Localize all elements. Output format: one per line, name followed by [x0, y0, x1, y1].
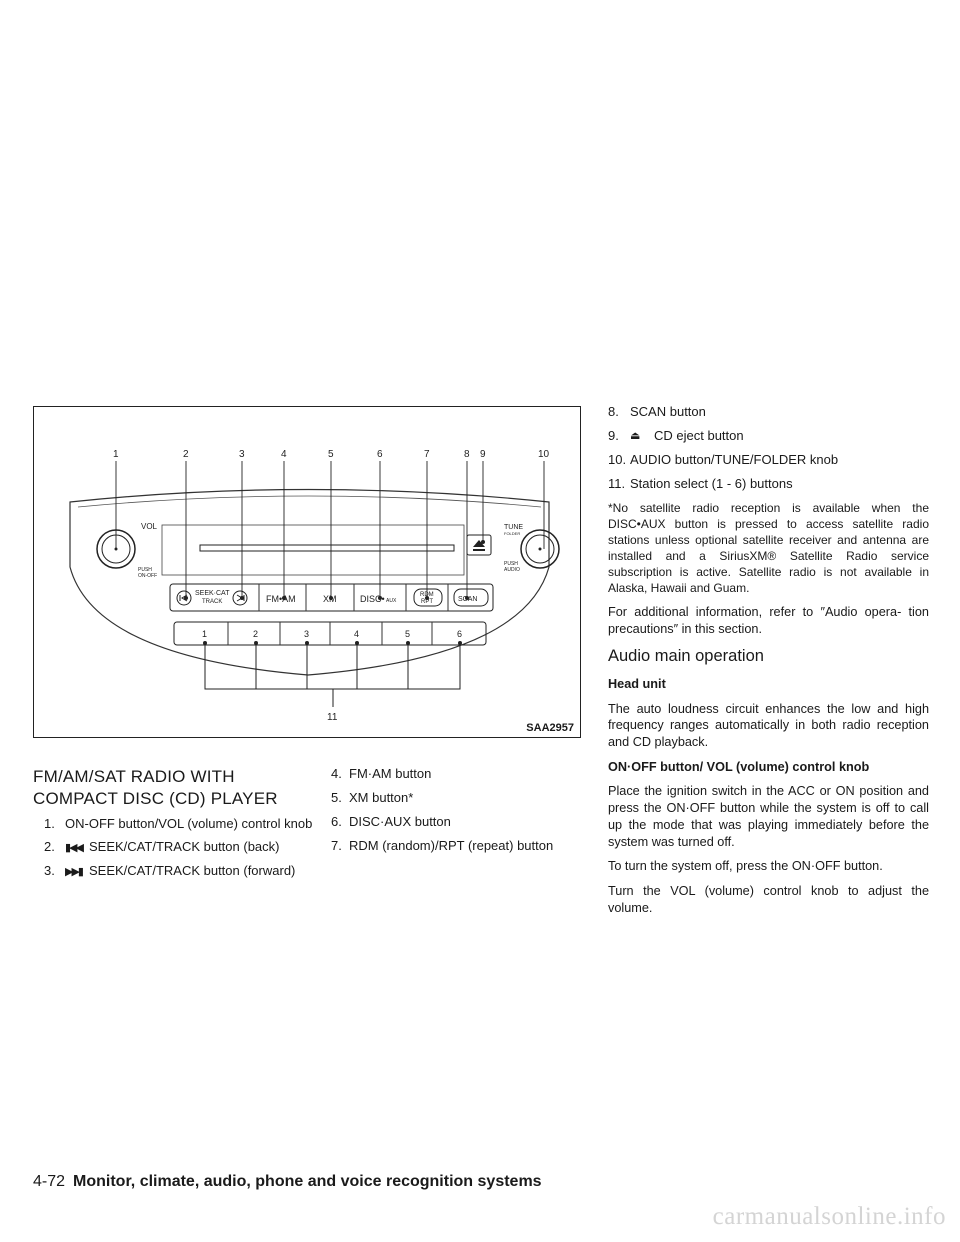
list-item-3	[33, 863, 323, 880]
watermark: carmanualsonline.info	[712, 1203, 946, 1230]
item-number: 11.	[608, 475, 626, 491]
chapter-title: Monitor, climate, audio, phone and voice recognition systems	[73, 1173, 542, 1190]
skip-forward-icon: ▶▶▮	[65, 865, 82, 878]
list-item-9	[608, 428, 929, 445]
loudness-paragraph: The auto loudness circuit enhances the low and high frequency ranges automatically in both radio reception and CD playback.	[608, 701, 929, 750]
section-title-line1: FM/AM/SAT RADIO WITH	[33, 767, 235, 786]
audio-label: AUDIO	[504, 567, 520, 573]
callout-4: 4	[281, 449, 287, 460]
eject-icon: ⏏	[630, 430, 639, 443]
volume-paragraph: Turn the VOL (volume) control knob to adjust the volume.	[608, 884, 929, 915]
list-item-4	[331, 766, 581, 783]
preset-2: 2	[253, 629, 259, 639]
section-title	[33, 766, 323, 810]
item-text: SEEK/CAT/TRACK button (back)	[89, 839, 280, 855]
onoff-heading: ON·OFF button/ VOL (volume) control knob	[608, 759, 870, 774]
head-unit-heading: Head unit	[608, 677, 666, 691]
right-column	[608, 404, 929, 925]
callout-10: 10	[538, 449, 550, 460]
item-number: 9.	[608, 427, 619, 443]
seek-cat-label: SEEK·CAT	[195, 590, 230, 597]
item-text: AUDIO button/TUNE/FOLDER knob	[630, 451, 839, 467]
item-text: RDM (random)/RPT (repeat) button	[349, 837, 554, 853]
ignition-paragraph: Place the ignition switch in the ACC or ON position and press the ON·OFF button while the system is off to call up the mode that was playing immediately before the system was turned off.	[608, 784, 929, 849]
scan-label: SCAN	[458, 596, 478, 603]
list-item-1	[33, 816, 323, 833]
track-label: TRACK	[202, 599, 223, 605]
list-item-8	[608, 404, 929, 421]
callout-6: 6	[377, 449, 383, 460]
callout-7: 7	[424, 449, 430, 460]
disc-label: DISC•	[360, 594, 385, 604]
preset-3: 3	[304, 629, 310, 639]
turn-off-paragraph: To turn the system off, press the ON·OFF button.	[608, 859, 883, 874]
reference-paragraph: For additional information, refer to ″Audio opera- tion precautions″ in this section.	[608, 605, 929, 636]
list-item-7	[331, 838, 581, 855]
push-audio-label: PUSH	[504, 561, 518, 567]
list-item-11	[608, 476, 929, 493]
item-number: 8.	[608, 404, 619, 419]
callout-5: 5	[328, 449, 334, 460]
page-footer	[33, 1173, 542, 1191]
item-text: XM button*	[349, 789, 414, 805]
page-number: 4-72	[33, 1173, 66, 1190]
item-text: ON-OFF button/VOL (volume) control knob	[65, 815, 313, 831]
preset-1: 1	[202, 629, 208, 639]
item-number: 3.	[44, 863, 55, 879]
item-number: 10.	[608, 451, 627, 467]
list-item-10	[608, 452, 929, 469]
callout-9: 9	[480, 449, 486, 460]
item-number: 1.	[44, 815, 55, 831]
item-text: SCAN button	[630, 404, 706, 419]
push-label: PUSH	[138, 567, 152, 573]
preset-4: 4	[354, 629, 360, 639]
vol-label: VOL	[141, 522, 158, 531]
onoff-label: ON-OFF	[138, 573, 158, 579]
disc-slot	[200, 545, 454, 551]
item-number: 7.	[331, 837, 342, 853]
xm-label: XM	[323, 594, 337, 604]
item-number: 4.	[331, 766, 342, 781]
item-number: 6.	[331, 813, 342, 829]
preset-5: 5	[405, 629, 411, 639]
tune-label: TUNE	[504, 524, 524, 531]
section-title-line2: COMPACT DISC (CD) PLAYER	[33, 788, 278, 808]
preset-6: 6	[457, 629, 463, 639]
item-number: 5.	[331, 789, 342, 805]
item-number: 2.	[44, 839, 55, 855]
audio-unit-diagram	[34, 407, 582, 739]
list-item-6	[331, 814, 581, 831]
folder-label: FOLDER	[504, 531, 521, 536]
item-text: FM·AM button	[349, 766, 432, 781]
middle-column	[331, 766, 581, 862]
item-text: DISC·AUX button	[349, 813, 451, 829]
callout-1: 1	[113, 449, 119, 460]
item-text: Station select (1 - 6) buttons	[630, 475, 793, 491]
left-column	[33, 766, 323, 887]
aux-label: AUX	[386, 598, 397, 604]
item-text: SEEK/CAT/TRACK button (forward)	[89, 863, 296, 879]
skip-back-icon: ▮◀◀	[65, 841, 82, 854]
item-text: CD eject button	[654, 427, 744, 443]
callout-8: 8	[464, 449, 470, 460]
list-item-2	[33, 839, 323, 856]
fm-am-label: FM•AM	[266, 594, 296, 604]
satellite-note: *No satellite radio reception is available when the DISC•AUX button is pressed to access satellite radio stations unless optional satellite receiver and antenna are installed and a SiriusXM® Satellite Radio service subscription is active. Satellite radio is not available in Alaska, Hawaii and Guam.	[608, 500, 929, 595]
callout-2: 2	[183, 449, 189, 460]
list-item-5	[331, 790, 581, 807]
figure-code: SAA2957	[526, 722, 574, 734]
rpt-label: RPT	[421, 599, 433, 605]
callout-11: 11	[327, 712, 338, 723]
rdm-label: RDM	[420, 592, 434, 598]
audio-unit-figure	[33, 406, 581, 738]
subsection-heading: Audio main operation	[608, 646, 764, 665]
callout-3: 3	[239, 449, 245, 460]
